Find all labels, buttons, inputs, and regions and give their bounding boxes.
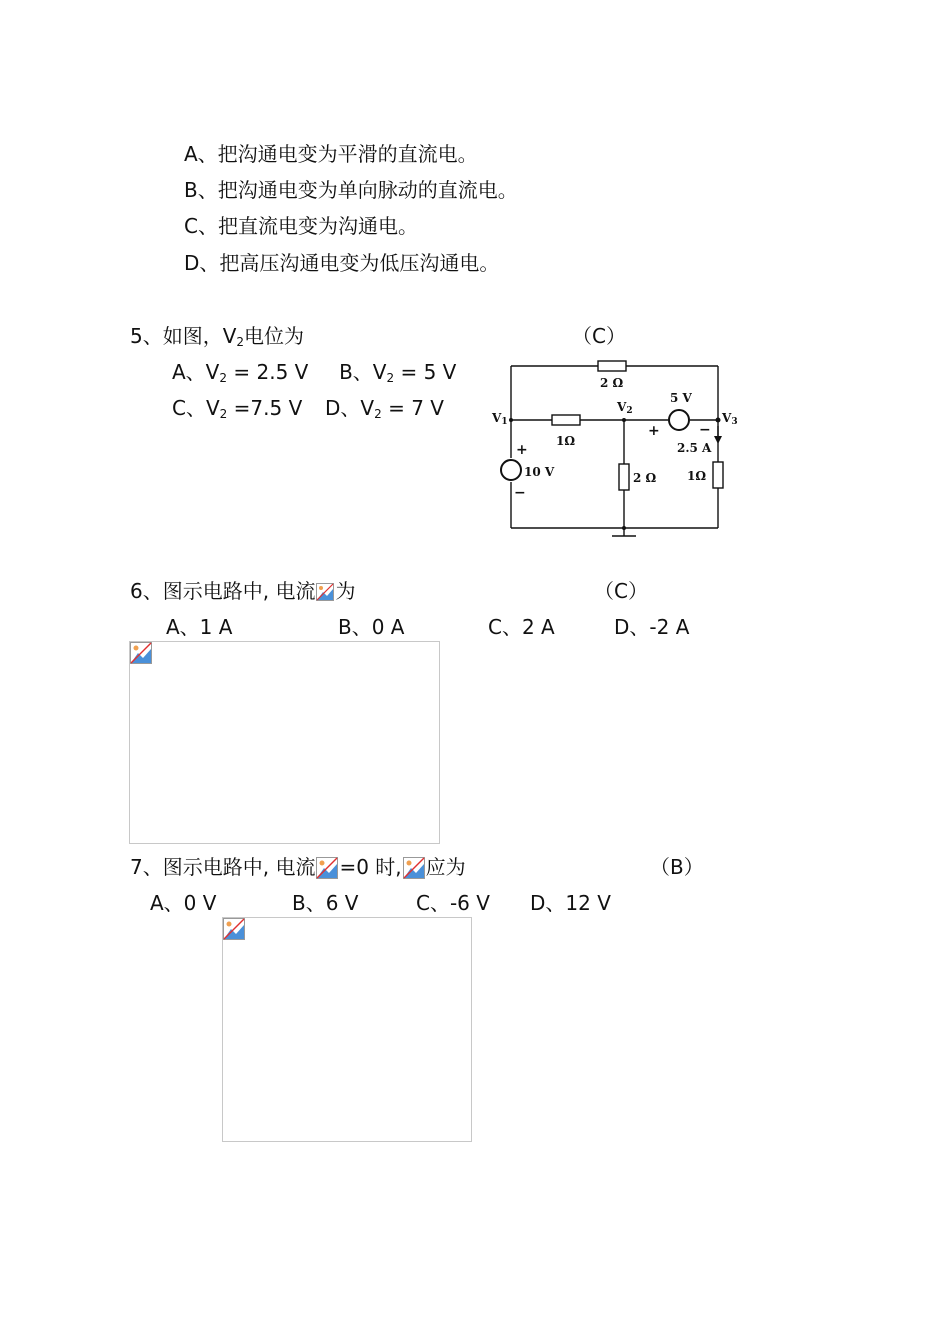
q5-stem: [130, 324, 304, 354]
q5-stem-sub: 2: [236, 335, 245, 349]
q7-option-c: C、-6 V: [416, 891, 490, 915]
q7-option-b: B、6 V: [292, 891, 359, 915]
q7-option-d: D、12 V: [530, 891, 611, 915]
q6-option-a: A、1 A: [166, 615, 233, 639]
broken-image-icon: [223, 918, 245, 940]
q6-figure-placeholder: [129, 641, 440, 844]
label-v2: V2: [617, 400, 633, 416]
broken-image-icon: [316, 857, 338, 879]
q7-stem: [130, 855, 466, 879]
q5-opt-d-pre: D、V: [324, 396, 375, 420]
q6-option-c: C、2 A: [488, 615, 555, 639]
q5-opt-b-sub: 2: [386, 371, 395, 385]
q5-stem-prefix: 5、如图，V: [130, 324, 237, 348]
voltage-source-10v: [501, 460, 521, 480]
q5-circuit-diagram: [486, 350, 746, 546]
q4-option-b: B、把沟通电变为单向脉动的直流电。: [184, 178, 518, 202]
q5-opt-b-pre: B、V: [339, 360, 387, 384]
q5-opt-c-pre: C、V: [172, 396, 220, 420]
label-10v: 10 V: [524, 465, 555, 479]
q5-opt-c-sub: 2: [219, 407, 228, 421]
label-v3: V3: [722, 411, 738, 427]
q4-option-d: D、把高压沟通电变为低压沟通电。: [184, 251, 500, 275]
broken-image-icon: [403, 857, 425, 879]
q7-stem-pre: 7、图示电路中, 电流: [130, 855, 316, 879]
q4-option-a: A、把沟通电变为平滑的直流电。: [184, 142, 478, 166]
q5-options-row1: [172, 360, 456, 390]
broken-image-icon: [316, 583, 334, 601]
q6-stem: [130, 579, 355, 603]
label-2-5a: 2.5 A: [677, 441, 712, 455]
label-r-right: 1Ω: [687, 469, 707, 483]
q5-opt-a-sub: 2: [219, 371, 228, 385]
broken-image-icon: [130, 642, 152, 664]
q6-answer: （C）: [594, 579, 648, 603]
q5-options-row2: [172, 396, 444, 426]
q5-stem-suffix: 电位为: [244, 324, 305, 348]
q6-stem-post: 为: [335, 579, 356, 603]
q7-stem-post: 应为: [425, 855, 466, 879]
resistor-center: [619, 464, 629, 490]
q5-opt-d-post: = 7 V: [381, 396, 444, 420]
q5-opt-b-post: = 5 V: [394, 360, 457, 384]
label-v1: V1: [492, 411, 508, 427]
label-r-top: 2 Ω: [600, 376, 624, 390]
minus-5v: −: [699, 422, 711, 438]
voltage-source-5v: [669, 410, 689, 430]
q6-option-d: D、-2 A: [614, 615, 690, 639]
q5-opt-a-post: = 2.5 V: [227, 360, 309, 384]
resistor-right: [713, 462, 723, 488]
q6-option-b: B、0 A: [338, 615, 405, 639]
q5-answer: （C）: [572, 324, 626, 348]
resistor-mid: [552, 415, 580, 425]
q7-answer: （B）: [650, 855, 704, 879]
plus-5v: +: [648, 423, 660, 439]
current-arrow-icon: [714, 436, 722, 444]
label-r-center: 2 Ω: [633, 471, 657, 485]
q4-option-c: C、把直流电变为沟通电。: [184, 214, 418, 238]
q5-opt-c-post: =7.5 V: [227, 396, 303, 420]
q5-opt-a-pre: A、V: [172, 360, 220, 384]
q7-option-a: A、0 V: [150, 891, 217, 915]
label-r-mid: 1Ω: [556, 434, 576, 448]
q5-opt-d-sub: 2: [374, 407, 382, 421]
minus-10v: −: [514, 485, 526, 501]
q7-stem-mid: =0 时,: [339, 855, 402, 879]
plus-10v: +: [516, 442, 528, 458]
q7-figure-placeholder: [222, 917, 472, 1142]
q6-stem-pre: 6、图示电路中, 电流: [130, 579, 316, 603]
label-5v: 5 V: [670, 391, 692, 405]
resistor-top: [598, 361, 626, 371]
